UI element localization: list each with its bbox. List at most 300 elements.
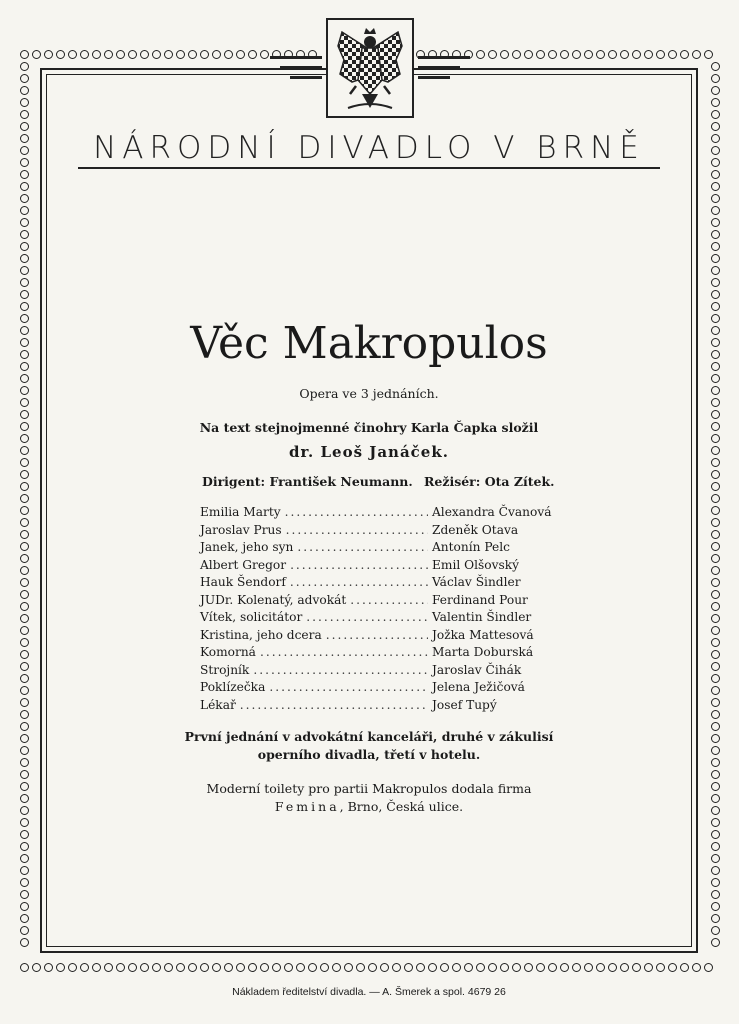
ring-ornament (711, 866, 720, 875)
ring-ornament (20, 674, 29, 683)
ring-ornament (596, 50, 605, 59)
ring-ornament (176, 50, 185, 59)
cast-role: Poklízečka (200, 680, 266, 694)
cast-actor: Alexandra Čvanová (432, 505, 552, 519)
theatre-name: NÁRODNÍ DIVADLO V BRNĚ (93, 130, 645, 166)
ring-ornament (224, 50, 233, 59)
cast-actor: Marta Doburská (432, 645, 534, 659)
ring-ornament (224, 963, 233, 972)
ring-ornament (20, 650, 29, 659)
cast-dot-leader (286, 523, 428, 537)
ring-ornament (548, 963, 557, 972)
cast-dot-leader (290, 575, 428, 589)
ring-ornament (20, 326, 29, 335)
ring-ornament (711, 734, 720, 743)
wing-line-right-2 (418, 66, 460, 69)
ring-ornament (711, 914, 720, 923)
ring-ornament (20, 698, 29, 707)
ring-ornament (188, 963, 197, 972)
ring-ornament (212, 50, 221, 59)
director: Režisér: Ota Zítek. (424, 474, 555, 489)
costume-firm: Femina (274, 799, 340, 814)
ring-ornament (20, 362, 29, 371)
ring-ornament (20, 602, 29, 611)
ring-ornament (711, 242, 720, 251)
ring-ornament (711, 638, 720, 647)
ring-ornament (711, 614, 720, 623)
ring-ornament (188, 50, 197, 59)
theatre-rule (78, 167, 660, 169)
ring-ornament (92, 50, 101, 59)
ring-ornament (20, 98, 29, 107)
cast-row (200, 505, 560, 523)
ring-ornament (20, 158, 29, 167)
ring-ornament (200, 963, 209, 972)
ring-ornament (488, 50, 497, 59)
ring-ornament (20, 686, 29, 695)
ring-ornament (711, 422, 720, 431)
ring-ornament (711, 542, 720, 551)
ring-ornament (320, 963, 329, 972)
ring-ornament (44, 50, 53, 59)
cast-row (200, 558, 560, 576)
ring-ornament (711, 554, 720, 563)
ring-ornament (476, 963, 485, 972)
ring-ornament (711, 926, 720, 935)
ring-ornament (704, 963, 713, 972)
ring-ornament (711, 146, 720, 155)
ring-ornament (20, 963, 29, 972)
ring-ornament (428, 963, 437, 972)
ring-ornament (711, 566, 720, 575)
ring-ornament (711, 410, 720, 419)
ring-ornament (284, 963, 293, 972)
ring-ornament (80, 963, 89, 972)
ring-ornament (711, 386, 720, 395)
ring-ornament (711, 266, 720, 275)
ring-ornament (20, 110, 29, 119)
cast-actor: Jaroslav Čihák (432, 662, 522, 677)
ring-ornament (20, 422, 29, 431)
ring-ornament (608, 963, 617, 972)
ring-ornament (20, 542, 29, 551)
ring-ornament (20, 806, 29, 815)
cast-dot-leader (297, 540, 428, 554)
ring-ornament (452, 963, 461, 972)
ring-ornament (116, 50, 125, 59)
ring-ornament (344, 963, 353, 972)
ring-ornament (20, 458, 29, 467)
ring-ornament (524, 50, 533, 59)
costume-line-2 (160, 798, 578, 816)
ring-ornament (20, 866, 29, 875)
ring-ornament (20, 578, 29, 587)
cast-dot-leader (306, 610, 428, 624)
ring-ornament (524, 963, 533, 972)
cast-actor: Jožka Mattesová (432, 627, 534, 642)
ring-ornament (711, 710, 720, 719)
cast-dot-leader (260, 645, 428, 659)
cast-row (200, 628, 560, 646)
ring-ornament (711, 302, 720, 311)
ring-ornament (560, 963, 569, 972)
ring-ornament (20, 662, 29, 671)
ring-ornament (711, 206, 720, 215)
ring-ornament (680, 50, 689, 59)
ring-ornament (128, 50, 137, 59)
opera-subtitle: Opera ve 3 jednáních. (299, 386, 439, 401)
ring-ornament (644, 50, 653, 59)
ring-ornament (152, 963, 161, 972)
ring-ornament (128, 963, 137, 972)
ring-ornament (711, 158, 720, 167)
wing-line-left-3 (290, 76, 322, 79)
cast-dot-leader (240, 698, 428, 712)
ring-ornament (572, 963, 581, 972)
ring-ornament (20, 734, 29, 743)
ring-ornament (20, 86, 29, 95)
ring-ornament (711, 458, 720, 467)
ring-ornament (20, 770, 29, 779)
ring-ornament (20, 374, 29, 383)
ring-ornament (20, 398, 29, 407)
ring-ornament (248, 50, 257, 59)
ring-ornament (620, 50, 629, 59)
cast-role: Albert Gregor (200, 557, 287, 572)
ring-ornament (20, 266, 29, 275)
ring-ornament (711, 590, 720, 599)
cast-role: Kristina, jeho dcera (200, 627, 322, 642)
ring-ornament (164, 50, 173, 59)
ring-ornament (711, 782, 720, 791)
ring-ornament (20, 122, 29, 131)
ring-ornament (20, 278, 29, 287)
ring-ornament (711, 686, 720, 695)
cast-role: Hauk Šendorf (200, 575, 286, 589)
ring-ornament (20, 350, 29, 359)
ring-ornament (711, 758, 720, 767)
ring-ornament (680, 963, 689, 972)
ring-ornament (711, 338, 720, 347)
ring-ornament (308, 963, 317, 972)
cast-role: Emilia Marty (200, 505, 281, 519)
cast-role: Komorná (200, 645, 256, 659)
ring-ornament (236, 50, 245, 59)
ring-ornament (212, 963, 221, 972)
ring-ornament (20, 146, 29, 155)
cast-role: Janek, jeho syn (200, 540, 294, 554)
ring-ornament (632, 963, 641, 972)
cast-actor: Emil Olšovský (432, 557, 520, 572)
ring-ornament (20, 62, 29, 71)
ring-ornament (20, 830, 29, 839)
cast-role: JUDr. Kolenatý, advokát (200, 592, 347, 607)
ring-ornament (692, 50, 701, 59)
ring-ornament (20, 182, 29, 191)
ring-ornament (711, 722, 720, 731)
ring-ornament (476, 50, 485, 59)
ring-ornament (20, 914, 29, 923)
ring-ornament (20, 206, 29, 215)
cast-row (200, 575, 560, 593)
ring-ornament (68, 963, 77, 972)
ring-ornament (20, 938, 29, 947)
ring-ornament (711, 842, 720, 851)
cast-row (200, 540, 560, 558)
ring-ornament (152, 50, 161, 59)
ring-ornament (20, 902, 29, 911)
ring-ornament (32, 963, 41, 972)
costume-rest: , Brno, Česká ulice. (339, 799, 464, 814)
ring-ornament (140, 963, 149, 972)
ring-ornament (711, 770, 720, 779)
ring-ornament (711, 290, 720, 299)
ring-ornament (711, 194, 720, 203)
ring-ornament (20, 854, 29, 863)
ring-ornament (560, 50, 569, 59)
ring-ornament (272, 963, 281, 972)
ring-ornament (20, 890, 29, 899)
ring-ornament (711, 470, 720, 479)
ring-ornament (536, 963, 545, 972)
text-credit: Na text stejnojmenné činohry Karla Čapka složil (199, 420, 539, 435)
settings-note (160, 728, 578, 764)
ring-ornament (20, 134, 29, 143)
ring-ornament (711, 326, 720, 335)
ring-ornament (692, 963, 701, 972)
ring-ornament (500, 50, 509, 59)
ring-ornament (711, 794, 720, 803)
ring-ornament (711, 98, 720, 107)
ring-ornament (711, 62, 720, 71)
cast-actor: Josef Tupý (432, 697, 497, 712)
ring-ornament (711, 374, 720, 383)
ring-ornament (584, 50, 593, 59)
ring-ornament (711, 602, 720, 611)
ring-ornament (620, 963, 629, 972)
ring-ornament (44, 963, 53, 972)
cast-actor: Václav Šindler (432, 575, 521, 589)
cast-dot-leader (269, 680, 428, 694)
cast-role: Jaroslav Prus (200, 522, 282, 537)
ring-ornament (711, 530, 720, 539)
cast-actor: Valentin Šindler (432, 610, 532, 624)
cast-actor: Zdeněk Otava (432, 522, 519, 537)
ring-ornament (356, 963, 365, 972)
ring-ornament (104, 963, 113, 972)
cast-dot-leader (285, 505, 428, 519)
cast-row (200, 523, 560, 541)
ring-ornament (80, 50, 89, 59)
ring-ornament (512, 50, 521, 59)
ring-ornament (512, 963, 521, 972)
cast-row (200, 663, 560, 681)
ring-ornament (711, 398, 720, 407)
ring-ornament (296, 963, 305, 972)
ring-ornament (711, 134, 720, 143)
ring-ornament (656, 50, 665, 59)
conductor: Dirigent: František Neumann. (202, 474, 413, 489)
ring-ornament (20, 170, 29, 179)
ring-ornament (704, 50, 713, 59)
ring-ornament (20, 50, 29, 59)
ring-ornament (20, 482, 29, 491)
opera-title: Věc Makropulos (190, 318, 548, 369)
cast-list (200, 505, 560, 715)
ring-ornament (104, 50, 113, 59)
ring-ornament (20, 290, 29, 299)
ring-ornament (536, 50, 545, 59)
ring-ornament (392, 963, 401, 972)
ring-ornament (668, 963, 677, 972)
ring-ornament (711, 254, 720, 263)
ring-ornament (711, 446, 720, 455)
ring-ornament (416, 963, 425, 972)
ring-ornament (260, 963, 269, 972)
wing-line-left (270, 56, 322, 59)
ring-ornament (20, 926, 29, 935)
moravian-eagle-emblem-icon (328, 20, 412, 116)
ring-ornament (248, 963, 257, 972)
ring-ornament (20, 758, 29, 767)
ring-ornament (20, 302, 29, 311)
cast-role: Strojník (200, 662, 250, 677)
ring-ornament (711, 854, 720, 863)
ring-ornament (200, 50, 209, 59)
ring-border-right (711, 62, 720, 957)
ring-ornament (20, 230, 29, 239)
ring-border-left (20, 62, 29, 957)
ring-ornament (488, 963, 497, 972)
ring-ornament (20, 494, 29, 503)
ring-ornament (20, 470, 29, 479)
ring-ornament (711, 230, 720, 239)
ring-ornament (368, 963, 377, 972)
ring-ornament (176, 963, 185, 972)
ring-ornament (116, 963, 125, 972)
cast-row (200, 593, 560, 611)
cast-row (200, 645, 560, 663)
ring-ornament (464, 963, 473, 972)
cast-actor: Ferdinand Pour (432, 592, 528, 607)
ring-ornament (404, 963, 413, 972)
wing-line-left-2 (280, 66, 322, 69)
cast-role: Vítek, solicitátor (200, 610, 303, 624)
ring-ornament (20, 554, 29, 563)
ring-ornament (572, 50, 581, 59)
ring-ornament (711, 650, 720, 659)
ring-ornament (548, 50, 557, 59)
ring-ornament (332, 963, 341, 972)
cast-dot-leader (290, 558, 428, 572)
ring-ornament (20, 530, 29, 539)
ring-ornament (20, 314, 29, 323)
ring-ornament (20, 722, 29, 731)
ring-ornament (711, 74, 720, 83)
ring-ornament (20, 338, 29, 347)
emblem-frame (326, 18, 414, 118)
ring-ornament (711, 482, 720, 491)
cast-dot-leader (326, 628, 428, 642)
ring-ornament (644, 963, 653, 972)
ring-ornament (260, 50, 269, 59)
ring-ornament (711, 830, 720, 839)
ring-ornament (711, 494, 720, 503)
ring-ornament (608, 50, 617, 59)
ring-ornament (711, 890, 720, 899)
ring-ornament (711, 518, 720, 527)
ring-ornament (92, 963, 101, 972)
ring-ornament (711, 674, 720, 683)
ring-ornament (140, 50, 149, 59)
ring-ornament (20, 218, 29, 227)
ring-ornament (32, 50, 41, 59)
ring-ornament (711, 878, 720, 887)
ring-ornament (711, 170, 720, 179)
ring-ornament (711, 218, 720, 227)
ring-ornament (711, 110, 720, 119)
ring-ornament (632, 50, 641, 59)
ring-ornament (20, 386, 29, 395)
ring-ornament (20, 410, 29, 419)
ring-ornament (711, 86, 720, 95)
ring-ornament (596, 963, 605, 972)
ring-ornament (711, 350, 720, 359)
ring-ornament (20, 506, 29, 515)
cast-dot-leader (253, 663, 428, 677)
ring-ornament (711, 578, 720, 587)
ring-ornament (20, 878, 29, 887)
ring-ornament (68, 50, 77, 59)
settings-line-2: operního divadla, třetí v hotelu. (257, 747, 481, 762)
ring-border-bottom (20, 963, 720, 972)
ring-ornament (20, 710, 29, 719)
ring-ornament (711, 314, 720, 323)
ring-ornament (20, 590, 29, 599)
ring-ornament (20, 518, 29, 527)
ring-ornament (20, 194, 29, 203)
ring-ornament (711, 662, 720, 671)
ring-ornament (20, 818, 29, 827)
ring-ornament (668, 50, 677, 59)
cast-row (200, 698, 560, 716)
ring-ornament (380, 963, 389, 972)
composer: dr. Leoš Janáček. (289, 443, 449, 461)
ring-ornament (164, 963, 173, 972)
settings-line-1: První jednání v advokátní kanceláři, druhé v zákulisí (184, 729, 554, 744)
ring-ornament (20, 566, 29, 575)
ring-ornament (20, 794, 29, 803)
imprint: Nákladem ředitelství divadla. — A. Šmerek a spol. 4679 26 (232, 986, 506, 998)
ring-ornament (20, 254, 29, 263)
ring-ornament (711, 434, 720, 443)
cast-actor: Jelena Ježičová (432, 680, 525, 694)
ring-ornament (711, 506, 720, 515)
ring-ornament (20, 842, 29, 851)
costume-note (160, 780, 578, 816)
ring-ornament (20, 614, 29, 623)
ring-ornament (711, 902, 720, 911)
ring-ornament (584, 963, 593, 972)
ring-ornament (20, 242, 29, 251)
ring-ornament (711, 746, 720, 755)
ring-ornament (711, 362, 720, 371)
ring-ornament (20, 434, 29, 443)
ring-ornament (711, 806, 720, 815)
ring-ornament (20, 74, 29, 83)
ring-ornament (20, 782, 29, 791)
ring-ornament (56, 963, 65, 972)
